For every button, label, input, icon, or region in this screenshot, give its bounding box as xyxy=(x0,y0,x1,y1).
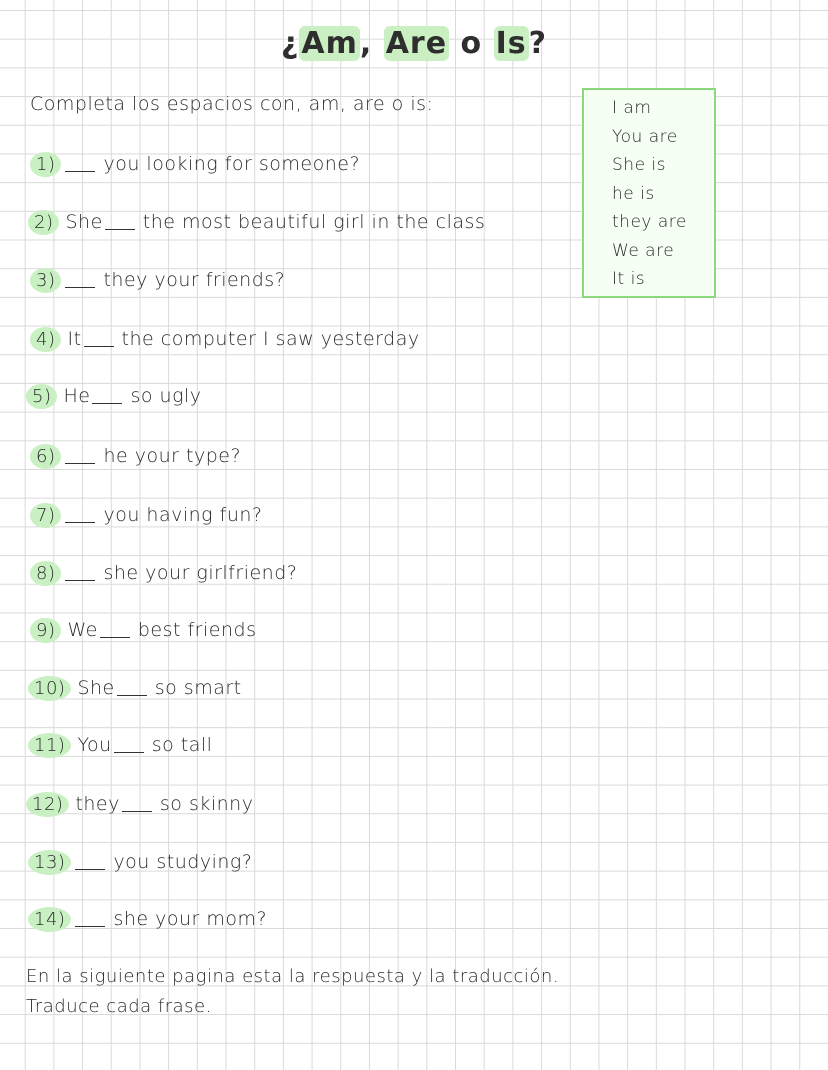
reference-line: I am xyxy=(612,98,652,118)
title-are: Are xyxy=(385,26,448,61)
exercise-item xyxy=(28,733,212,758)
item-text: best friends xyxy=(137,619,257,641)
exercise-item xyxy=(28,850,252,875)
page-title xyxy=(0,26,828,61)
item-number: 9) xyxy=(30,618,61,643)
item-subject: It xyxy=(67,328,82,350)
reference-line: She is xyxy=(612,155,667,175)
answer-blank[interactable] xyxy=(92,403,122,404)
item-text: you having fun? xyxy=(103,504,263,526)
item-text: you studying? xyxy=(113,851,253,873)
answer-blank[interactable] xyxy=(105,229,135,230)
instructions: Completa los espacios con, am, are o is: xyxy=(30,93,434,115)
exercise-item xyxy=(30,561,297,586)
reference-line: You are xyxy=(612,126,678,147)
item-number: 14) xyxy=(28,907,71,932)
item-number: 8) xyxy=(30,561,61,586)
item-text: the computer I saw yesterday xyxy=(121,328,420,350)
exercise-item xyxy=(26,792,253,817)
exercise-item xyxy=(26,384,202,409)
answer-blank[interactable] xyxy=(65,463,95,464)
answer-blank[interactable] xyxy=(75,869,105,870)
answer-blank[interactable] xyxy=(84,346,114,347)
item-text: so smart xyxy=(154,677,242,699)
item-number: 10) xyxy=(28,676,71,701)
item-number: 6) xyxy=(30,444,61,469)
item-number: 11) xyxy=(28,733,71,758)
item-number: 5) xyxy=(26,384,57,409)
reference-line: We are xyxy=(612,240,675,261)
exercise-item xyxy=(30,618,256,643)
answer-blank[interactable] xyxy=(122,811,152,812)
item-subject: She xyxy=(65,211,103,233)
answer-blank[interactable] xyxy=(65,287,95,288)
answer-blank[interactable] xyxy=(65,522,95,523)
item-number: 13) xyxy=(28,850,71,875)
exercise-item xyxy=(30,152,360,177)
item-number: 3) xyxy=(30,268,61,293)
reference-line: he is xyxy=(612,183,655,204)
exercise-item xyxy=(28,907,267,932)
item-number: 1) xyxy=(30,152,61,177)
answer-blank[interactable] xyxy=(114,752,144,753)
item-text: so ugly xyxy=(130,385,202,407)
item-text: you looking for someone? xyxy=(103,153,361,175)
item-text: they your friends? xyxy=(103,269,286,291)
footer-line-1: En la siguiente pagina esta la respuesta y la traducción. xyxy=(26,966,560,987)
reference-box xyxy=(582,88,716,298)
answer-blank[interactable] xyxy=(65,171,95,172)
item-number: 12) xyxy=(26,792,69,817)
reference-line: It is xyxy=(612,269,646,289)
reference-line: they are xyxy=(612,212,687,232)
exercise-item xyxy=(28,676,242,701)
exercise-item xyxy=(30,444,241,469)
answer-blank[interactable] xyxy=(100,637,130,638)
answer-blank[interactable] xyxy=(65,580,95,581)
title-sep: , xyxy=(359,26,373,61)
item-text: he your type? xyxy=(103,445,242,467)
item-number: 7) xyxy=(30,503,61,528)
item-text: so tall xyxy=(151,734,213,756)
title-close-q: ? xyxy=(528,26,548,61)
title-open-q: ¿ xyxy=(280,26,300,61)
item-number: 2) xyxy=(28,210,59,235)
item-text: she your mom? xyxy=(113,908,268,930)
item-subject: We xyxy=(67,619,98,641)
exercise-item xyxy=(28,210,485,235)
exercise-item xyxy=(30,503,262,528)
item-subject: He xyxy=(63,385,91,407)
item-text: the most beautiful girl in the class xyxy=(142,211,486,233)
item-subject: they xyxy=(75,793,120,815)
title-is: Is xyxy=(495,26,527,61)
item-subject: She xyxy=(77,677,115,699)
title-o: o xyxy=(460,26,483,61)
item-text: she your girlfriend? xyxy=(103,562,298,584)
item-subject: You xyxy=(77,734,112,756)
title-am: Am xyxy=(301,26,358,61)
footer-line-2: Traduce cada frase. xyxy=(26,996,212,1017)
exercise-item xyxy=(30,327,420,352)
exercise-item xyxy=(30,268,285,293)
answer-blank[interactable] xyxy=(117,695,147,696)
item-number: 4) xyxy=(30,327,61,352)
answer-blank[interactable] xyxy=(75,926,105,927)
item-text: so skinny xyxy=(159,793,254,815)
